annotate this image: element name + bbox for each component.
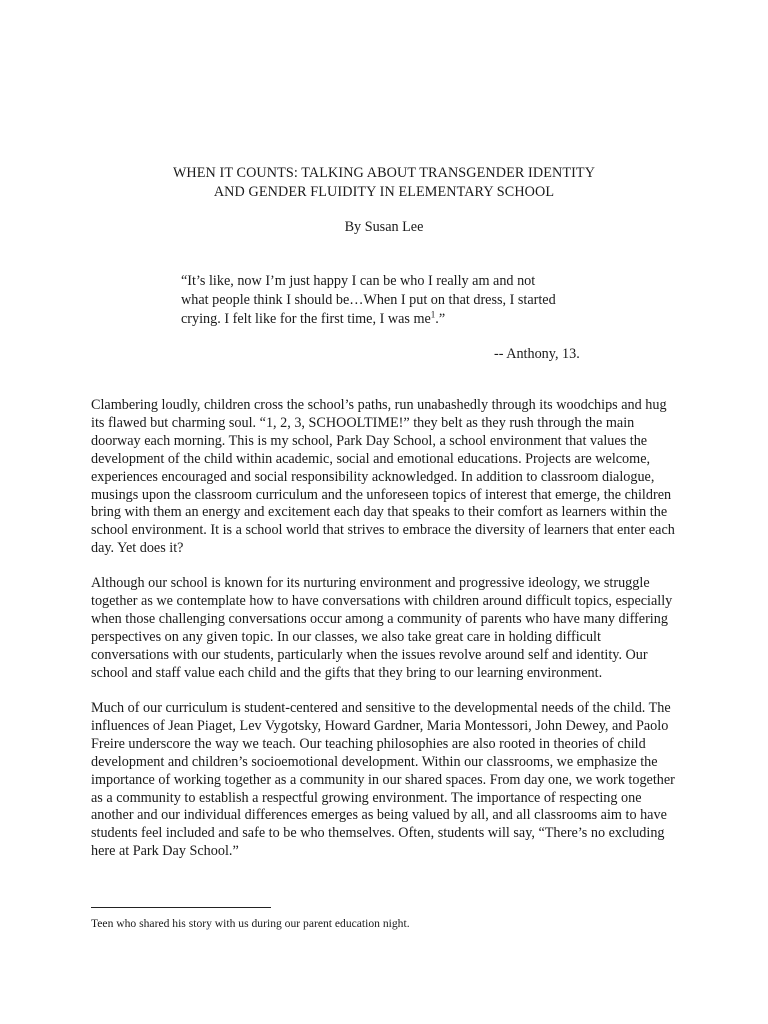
epigraph-attribution: -- Anthony, 13. [494, 346, 580, 362]
epigraph-line-1: “It’s like, now I’m just happy I can be who I really am and not [181, 273, 536, 289]
footnote-text: Teen who shared his story with us during our parent education night. [91, 917, 410, 930]
document-title [0, 164, 768, 202]
footnote [91, 916, 410, 931]
epigraph-line-3-end: .” [435, 311, 446, 328]
epigraph-line-2: what people think I should be…When I put on that dress, I started [181, 292, 556, 309]
footnote-divider [91, 907, 271, 908]
title-line-2: AND GENDER FLUIDITY IN ELEMENTARY SCHOOL [213, 184, 555, 200]
paragraph: Much of our curriculum is student-centered and sensitive to the developmental needs of the child. The influences of Jean Piaget, Lev Vygotsky, Howard Gardner, Maria Montessori, John Dewey, and Paolo Freire underscore the way we teach. Our teaching philosophies are also rooted in theories of child development and children’s socioemotional development. Within our classrooms, we emphasize the importance of working together as a community in our shared spaces. From day one, we work together as a community to establish a respectful growing environment. The importance of respecting one another and our individual differences emerges as being valued by all, and all classrooms aim to have students feel included and safe to be who themselves. Often, students will say, “There’s no excluding here at Park Day School.” [91, 699, 675, 860]
body-text [91, 397, 681, 878]
epigraph-line-3-text: crying. I felt like for the first time, I was me [181, 311, 431, 328]
title-line-1: WHEN IT COUNTS: TALKING ABOUT TRANSGENDER IDENTITY [172, 165, 596, 181]
byline: By Susan Lee [344, 219, 424, 235]
epigraph-line-3 [181, 310, 591, 329]
footnote-reference[interactable]: 1 [430, 309, 436, 320]
paragraph: Clambering loudly, children cross the school’s paths, run unabashedly through its woodchips and hug its flawed but charming soul. “1, 2, 3, SCHOOLTIME!” they belt as they rush through the main doorway each morning. This is my school, Park Day School, a school environment that values the development of the child within academic, social and emotional educations. Projects are welcome, experiences encouraged and social responsibility acknowledged. In addition to classroom dialogue, musings upon the classroom curriculum and the unforeseen topics of interest that emerge, the children bring with them an energy and excitement each day that speaks to their comfort as learners within the school environment. It is a school world that strives to embrace the diversity of learners that enter each day. Yet does it? [91, 397, 675, 557]
epigraph-quote [181, 272, 591, 330]
paragraph: Although our school is known for its nurturing environment and progressive ideology, we struggle together as we contemplate how to have conversations with children around difficult topics, especially when those challenging conversations occur among a community of parents who have many differing perspectives on any given topic. In our classes, we also take great care in holding difficult conversations with our students, particularly when the issues revolve around self and identity. Our school and staff value each child and the gifts that they bring to our learning environment. [91, 575, 673, 681]
